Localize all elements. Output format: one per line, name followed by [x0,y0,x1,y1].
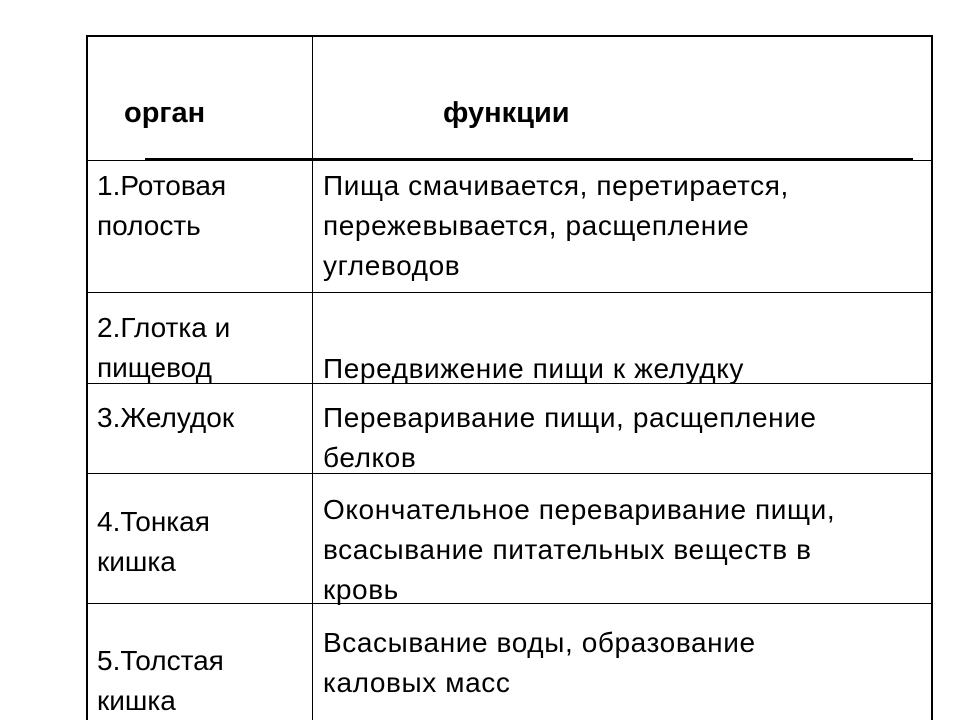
row-divider-1 [86,160,933,161]
row-1-organ: 1.Ротовая полость [97,170,227,241]
row-5-organ: 5.Толстая кишка [97,645,224,716]
row-3-organ: 3.Желудок [97,402,235,433]
row-4-functions: Окончательное переваривание пищи, всасывание питательных веществ в кровь [323,494,836,605]
row-divider-2 [86,292,933,293]
row-2-functions: Передвижение пищи к желудку [323,353,745,384]
row-1-functions: Пища смачивается, перетирается, пережевывается, расщепление углеводов [323,170,789,281]
header-organ: орган [124,97,206,129]
row-2-organ: 2.Глотка и пищевод [97,312,231,383]
row-3-functions: Переваривание пищи, расщепление белков [323,402,817,473]
column-divider [312,35,313,720]
row-5-functions: Всасывание воды, образование каловых масс [323,627,756,698]
header-functions: функции [443,97,570,129]
row-4-organ: 4.Тонкая кишка [97,506,210,577]
